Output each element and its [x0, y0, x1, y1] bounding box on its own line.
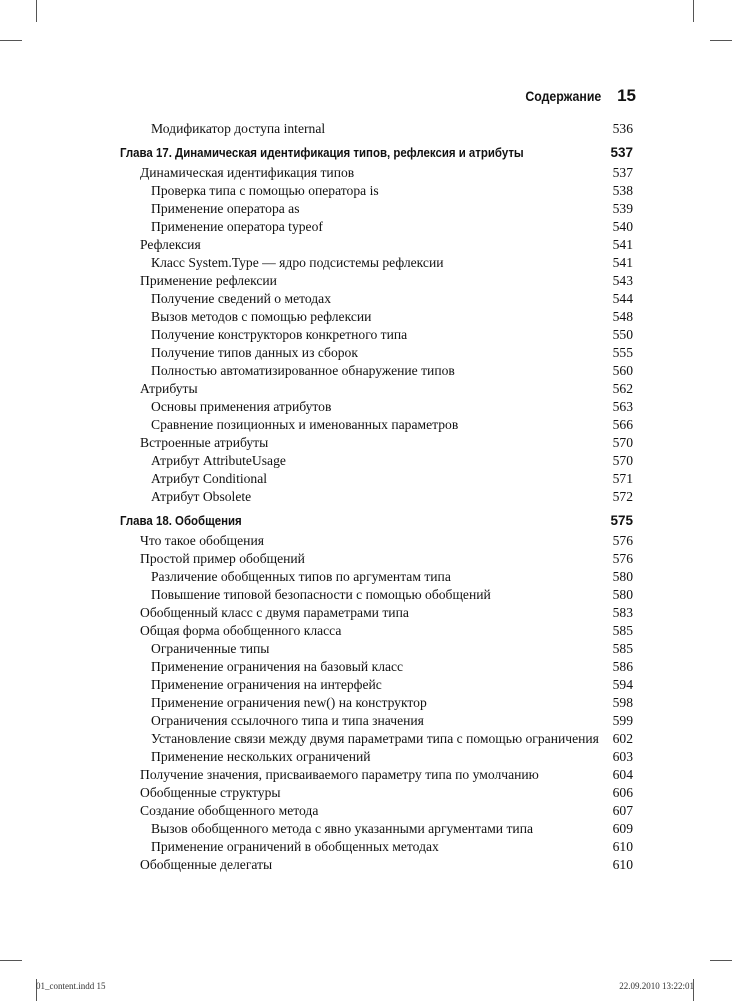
toc-entry-title: Динамическая идентификация типов	[140, 165, 355, 180]
toc-entry-title: Применение ограничения new() на конструктор	[151, 695, 427, 710]
toc-entry-page: 538	[612, 183, 633, 198]
toc-entry-title: Рефлексия	[140, 237, 201, 252]
toc-entry-title: Применение ограничения на интерфейс	[151, 677, 382, 692]
toc-entry[interactable]	[120, 568, 633, 586]
toc-entry-title: Ограниченные типы	[151, 641, 270, 656]
toc-entry-title: Различение обобщенных типов по аргументам типа	[151, 569, 451, 584]
toc-entry-title: Повышение типовой безопасности с помощью обобщений	[151, 587, 491, 602]
toc-entry-page: 539	[612, 201, 633, 216]
toc-entry[interactable]	[120, 676, 633, 694]
toc-entry-title: Обобщенные делегаты	[140, 857, 273, 872]
toc-entry[interactable]	[120, 326, 633, 344]
toc-entry-title: Применение нескольких ограничений	[151, 749, 371, 764]
toc-entry-title: Сравнение позиционных и именованных параметров	[151, 417, 459, 432]
footer-timestamp: 22.09.2010 13:22:01	[619, 981, 694, 991]
toc-entry-page: 610	[612, 839, 633, 854]
toc-entry-page: 585	[612, 623, 633, 638]
toc-entry[interactable]	[120, 604, 633, 622]
toc-entry[interactable]	[120, 200, 633, 218]
toc-entry-page: 603	[612, 749, 633, 764]
toc-entry-title: Глава 17. Динамическая идентификация типов, рефлексия и атрибуты	[120, 145, 524, 160]
toc-entry-page: 575	[610, 513, 633, 528]
toc-entry-page: 566	[612, 417, 633, 432]
toc-entry-page: 576	[612, 551, 633, 566]
toc-entry[interactable]	[120, 380, 633, 398]
toc-entry-title: Применение ограничения на базовый класс	[151, 659, 404, 674]
toc-entry[interactable]	[120, 182, 633, 200]
toc-entry-page: 570	[612, 435, 633, 450]
toc-entry-page: 562	[612, 381, 633, 396]
toc-entry[interactable]	[120, 856, 633, 874]
toc-entry-title: Применение рефлексии	[140, 273, 277, 288]
toc-entry[interactable]	[120, 452, 633, 470]
toc-entry[interactable]	[120, 362, 633, 380]
toc-entry[interactable]	[120, 730, 633, 748]
toc-entry-title: Атрибут Conditional	[151, 471, 268, 486]
toc-entry-page: 555	[612, 345, 633, 360]
toc-entry-title: Получение конструкторов конкретного типа	[151, 327, 408, 342]
toc-entry[interactable]	[120, 838, 633, 856]
toc-entry-title: Общая форма обобщенного класса	[140, 623, 342, 638]
toc-entry[interactable]	[120, 344, 633, 362]
toc-entry-title: Применение оператора typeof	[151, 219, 323, 234]
toc-entry-page: 572	[612, 489, 633, 504]
toc-entry-page: 599	[612, 713, 633, 728]
toc-entry[interactable]	[120, 712, 633, 730]
toc-entry[interactable]	[120, 254, 633, 272]
toc-entry-page: 537	[612, 165, 633, 180]
crop-mark	[0, 960, 22, 961]
toc-entry-page: 540	[612, 219, 633, 234]
toc-entry-title: Основы применения атрибутов	[151, 399, 332, 414]
toc-entry-title: Полностью автоматизированное обнаружение типов	[151, 363, 455, 378]
toc-entry-title: Проверка типа с помощью оператора is	[151, 183, 379, 198]
toc-entry-page: 594	[612, 677, 633, 692]
toc-entry-page: 563	[612, 399, 633, 414]
crop-mark	[710, 40, 732, 41]
toc-entry-page: 570	[612, 453, 633, 468]
toc-entry-page: 536	[612, 121, 633, 136]
toc-entry-page: 607	[612, 803, 633, 818]
toc-chapter[interactable]	[120, 512, 633, 530]
toc-entry[interactable]	[120, 748, 633, 766]
toc-entry-title: Применение оператора as	[151, 201, 300, 216]
toc-entry-page: 550	[612, 327, 633, 342]
toc-entry[interactable]	[120, 802, 633, 820]
toc-entry-page: 580	[612, 569, 633, 584]
toc-entry-title: Обобщенные структуры	[140, 785, 281, 800]
toc-chapter[interactable]	[120, 144, 633, 162]
toc-entry-page: 537	[610, 145, 633, 160]
toc-entry-page: 560	[612, 363, 633, 378]
running-header	[515, 86, 636, 106]
toc-entry-title: Вызов методов с помощью рефлексии	[151, 309, 372, 324]
toc-entry-title: Установление связи между двумя параметрами типа с помощью ограничения	[151, 731, 599, 746]
toc-entry[interactable]	[120, 488, 633, 506]
toc-entry-page: 580	[612, 587, 633, 602]
toc-entry[interactable]	[120, 308, 633, 326]
toc-entry-title: Класс System.Type — ядро подсистемы рефлексии	[151, 255, 444, 270]
toc-entry-title: Вызов обобщенного метода с явно указанными аргументами типа	[151, 821, 533, 836]
crop-mark	[0, 40, 22, 41]
toc-entry[interactable]	[120, 164, 633, 182]
toc-entry[interactable]	[120, 694, 633, 712]
toc-entry-title: Что такое обобщения	[140, 533, 264, 548]
toc-entry[interactable]	[120, 640, 633, 658]
toc-entry-page: 586	[612, 659, 633, 674]
toc-entry[interactable]	[120, 434, 633, 452]
toc-entry-page: 604	[612, 767, 633, 782]
toc-entry-page: 544	[612, 291, 633, 306]
toc-entry[interactable]	[120, 784, 633, 802]
toc-entry[interactable]	[120, 820, 633, 838]
crop-mark	[36, 0, 37, 22]
toc-entry[interactable]	[120, 272, 633, 290]
toc-entry[interactable]	[120, 658, 633, 676]
toc-entry-page: 583	[612, 605, 633, 620]
toc-entry-page: 598	[612, 695, 633, 710]
toc-entry-title: Встроенные атрибуты	[140, 435, 269, 450]
crop-mark	[710, 960, 732, 961]
toc-entry-page: 541	[612, 255, 633, 270]
toc-entry[interactable]	[120, 218, 633, 236]
toc-entry-page: 602	[612, 731, 633, 746]
toc-entry[interactable]	[120, 416, 633, 434]
toc-entry[interactable]	[120, 120, 633, 138]
toc-entry[interactable]	[120, 398, 633, 416]
toc-entry-page: 606	[612, 785, 633, 800]
toc-entry[interactable]	[120, 586, 633, 604]
table-of-contents	[120, 120, 633, 874]
toc-entry-title: Обобщенный класс с двумя параметрами типа	[140, 605, 409, 620]
toc-entry-page: 571	[612, 471, 633, 486]
toc-entry-title: Атрибуты	[140, 381, 198, 396]
toc-entry-title: Получение типов данных из сборок	[151, 345, 358, 360]
toc-entry-title: Применение ограничений в обобщенных методах	[151, 839, 439, 854]
toc-entry[interactable]	[120, 532, 633, 550]
toc-entry-page: 576	[612, 533, 633, 548]
toc-entry-page: 543	[612, 273, 633, 288]
toc-entry[interactable]	[120, 622, 633, 640]
toc-entry[interactable]	[120, 470, 633, 488]
toc-entry[interactable]	[120, 550, 633, 568]
page-number: 15	[617, 86, 636, 105]
toc-entry-page: 541	[612, 237, 633, 252]
toc-entry-page: 585	[612, 641, 633, 656]
toc-entry[interactable]	[120, 290, 633, 308]
toc-entry[interactable]	[120, 766, 633, 784]
toc-entry-title: Создание обобщенного метода	[140, 803, 319, 818]
toc-entry-title: Атрибут Obsolete	[151, 489, 252, 504]
toc-entry-title: Атрибут AttributeUsage	[151, 453, 286, 468]
running-header-title: Содержание	[525, 88, 602, 104]
crop-mark	[693, 0, 694, 22]
toc-entry-title: Ограничения ссылочного типа и типа значения	[151, 713, 424, 728]
toc-entry-title: Получение значения, присваиваемого параметру типа по умолчанию	[140, 767, 539, 782]
toc-entry-page: 548	[612, 309, 633, 324]
footer-file-info: 01_content.indd 15	[36, 981, 106, 991]
toc-entry-title: Модификатор доступа internal	[151, 121, 326, 136]
toc-entry-title: Простой пример обобщений	[140, 551, 305, 566]
toc-entry-page: 610	[612, 857, 633, 872]
toc-entry-title: Получение сведений о методах	[151, 291, 332, 306]
toc-entry-title: Глава 18. Обобщения	[120, 513, 242, 528]
toc-entry-page: 609	[612, 821, 633, 836]
toc-entry[interactable]	[120, 236, 633, 254]
